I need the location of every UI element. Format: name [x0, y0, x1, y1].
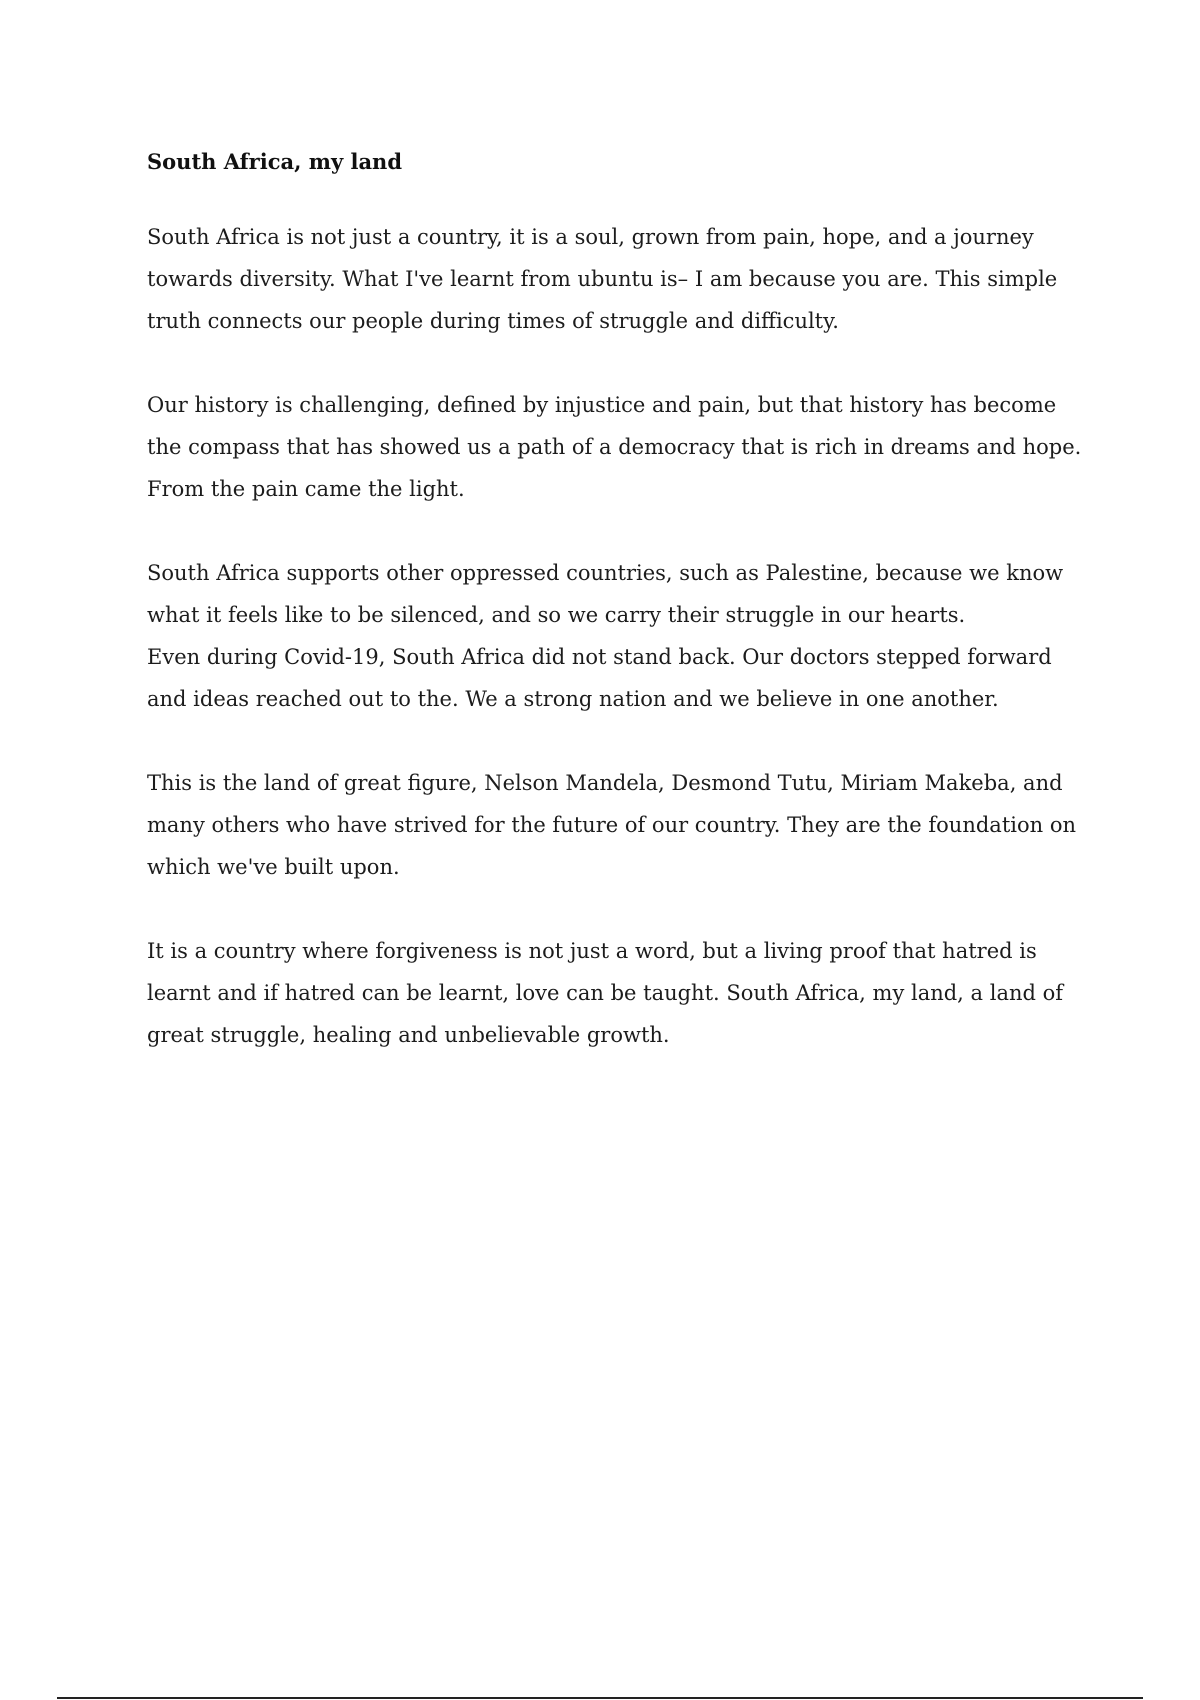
paragraph-1 [147, 216, 1077, 342]
paragraph-line: what it feels like to be silenced, and so we carry their struggle in our hearts. [147, 603, 966, 627]
paragraph-line: truth connects our people during times of struggle and difficulty. [147, 309, 839, 333]
paragraph-5 [147, 930, 1077, 1056]
paragraph-line: many others who have strived for the future of our country. They are the foundation on [147, 813, 1076, 837]
paragraph-line: Even during Covid-19, South Africa did not stand back. Our doctors stepped forward [147, 645, 1052, 669]
paragraph-line: the compass that has showed us a path of a democracy that is rich in dreams and hope. [147, 435, 1082, 459]
paragraph-line: and ideas reached out to the. We a strong nation and we believe in one another. [147, 687, 999, 711]
document-body [147, 146, 1082, 1098]
footer-divider [57, 1697, 1143, 1699]
paragraph-line: It is a country where forgiveness is not just a word, but a living proof that hatred is [147, 939, 1037, 963]
paragraph-line: South Africa supports other oppressed countries, such as Palestine, because we know [147, 561, 1064, 585]
paragraph-line: towards diversity. What I've learnt from ubuntu is– I am because you are. This simple [147, 267, 1058, 291]
paragraph-line: South Africa is not just a country, it is a soul, grown from pain, hope, and a journey [147, 225, 1034, 249]
paragraph-3 [147, 552, 1077, 720]
paragraph-line: This is the land of great figure, Nelson Mandela, Desmond Tutu, Miriam Makeba, and [147, 771, 1063, 795]
paragraph-line: great struggle, healing and unbelievable growth. [147, 1023, 670, 1047]
paragraph-line: From the pain came the light. [147, 477, 465, 501]
paragraph-line: which we've built upon. [147, 855, 400, 879]
document-title: South Africa, my land [147, 149, 403, 174]
paragraph-line: learnt and if hatred can be learnt, love can be taught. South Africa, my land, a land of [147, 981, 1064, 1005]
paragraph-line: Our history is challenging, defined by injustice and pain, but that history has become [147, 393, 1057, 417]
paragraph-4 [147, 762, 1077, 888]
paragraph-2 [147, 384, 1082, 510]
